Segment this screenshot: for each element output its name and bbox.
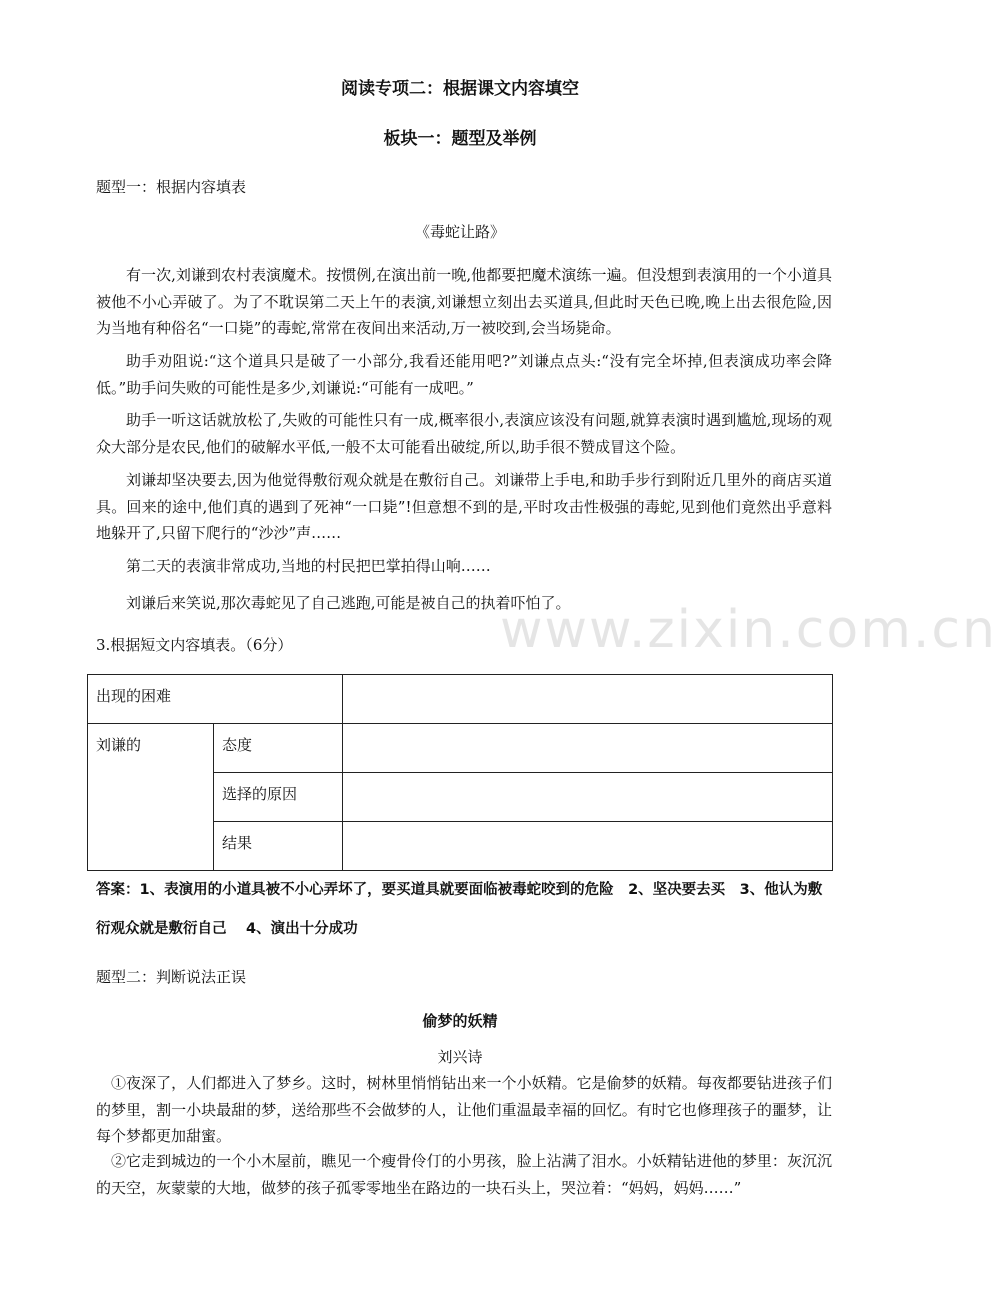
- table-row: [88, 675, 833, 724]
- page-title: 阅读专项二：根据课文内容填空: [341, 79, 579, 99]
- story2-paragraph-1: ①夜深了，人们都进入了梦乡。这时，树林里悄悄钻出来一个小妖精。它是偷梦的妖精。每夜都要钻进孩子们的梦里，割一小块最甜的梦，送给那些不会做梦的人，让他们重温最幸福的回忆。有时它也修理孩子的噩梦，让每个梦都更加甜蜜。: [96, 1074, 832, 1145]
- table-cell-result-label: 结果: [214, 822, 343, 871]
- story-paragraph-6: 刘谦后来笑说,那次毒蛇见了自己逃跑,可能是被自己的执着吓怕了。: [126, 594, 571, 612]
- table-cell-reason-answer[interactable]: [343, 773, 833, 822]
- table-cell-reason-label: 选择的原因: [214, 773, 343, 822]
- question-3-prompt: 3.根据短文内容填表。（6分）: [96, 636, 293, 654]
- question-type-1-label: 题型一：根据内容填表: [96, 178, 247, 196]
- story-title-2: 偷梦的妖精: [422, 1012, 498, 1030]
- table-cell-group-label: 刘谦的: [88, 724, 214, 871]
- story-paragraph-1: 有一次,刘谦到农村表演魔术。按惯例,在演出前一晚,他都要把魔术演练一遍。但没想到表演用的一个小道具被他不小心弄破了。为了不耽误第二天上午的表演,刘谦想立刻出去买道具,但此时天色已晚,晚上出去很危险,因为当地有种俗名“一口毙”的毒蛇,常常在夜间出来活动,万一被咬到,会当场毙命。: [96, 266, 832, 337]
- table-cell-difficulty-label: 出现的困难: [88, 675, 343, 724]
- table-cell-result-answer[interactable]: [343, 822, 833, 871]
- story2-paragraph-2: ②它走到城边的一个小木屋前，瞧见一个瘦骨伶仃的小男孩，脸上沾满了泪水。小妖精钻进他的梦里：灰沉沉的天空，灰蒙蒙的大地，做梦的孩子孤零零地坐在路边的一块石头上，哭泣着：“妈妈，妈妈……”: [96, 1152, 832, 1197]
- table-cell-difficulty-answer[interactable]: [343, 675, 833, 724]
- question-type-2-label: 题型二：判断说法正误: [96, 968, 247, 986]
- story-paragraph-5: 第二天的表演非常成功,当地的村民把巴掌拍得山响……: [126, 557, 491, 575]
- story-author: 刘兴诗: [437, 1048, 483, 1066]
- table-row: [88, 724, 833, 773]
- watermark: www.zixin.com.cn: [500, 600, 997, 660]
- story-paragraph-4: 刘谦却坚决要去,因为他觉得敷衍观众就是在敷衍自己。刘谦带上手电,和助手步行到附近几里外的商店买道具。回来的途中,他们真的遇到了死神“一口毙”!但意想不到的是,平时攻击性极强的毒蛇,见到他们竟然出乎意料地躲开了,只留下爬行的“沙沙”声……: [96, 471, 832, 542]
- story-paragraph-3: 助手一听这话就放松了,失败的可能性只有一成,概率很小,表演应该没有问题,就算表演时遇到尴尬,现场的观众大部分是农民,他们的破解水平低,一般不太可能看出破绽,所以,助手很不赞成冒这个险。: [96, 411, 832, 456]
- story-title-1: 《毒蛇让路》: [414, 223, 505, 241]
- section-subtitle: 板块一：题型及举例: [383, 129, 537, 149]
- fill-in-table: [87, 674, 833, 871]
- table-cell-attitude-answer[interactable]: [343, 724, 833, 773]
- table-cell-attitude-label: 态度: [214, 724, 343, 773]
- answer-text: 答案：1、表演用的小道具被不小心弄坏了，要买道具就要面临被毒蛇咬到的危险 2、坚决要去买 3、他认为敷衍观众就是敷衍自己 4、演出十分成功: [96, 882, 823, 937]
- story-paragraph-2: 助手劝阻说:“这个道具只是破了一小部分,我看还能用吧?”刘谦点点头:“没有完全坏掉,但表演成功率会降低。”助手问失败的可能性是多少,刘谦说:“可能有一成吧。”: [96, 352, 832, 397]
